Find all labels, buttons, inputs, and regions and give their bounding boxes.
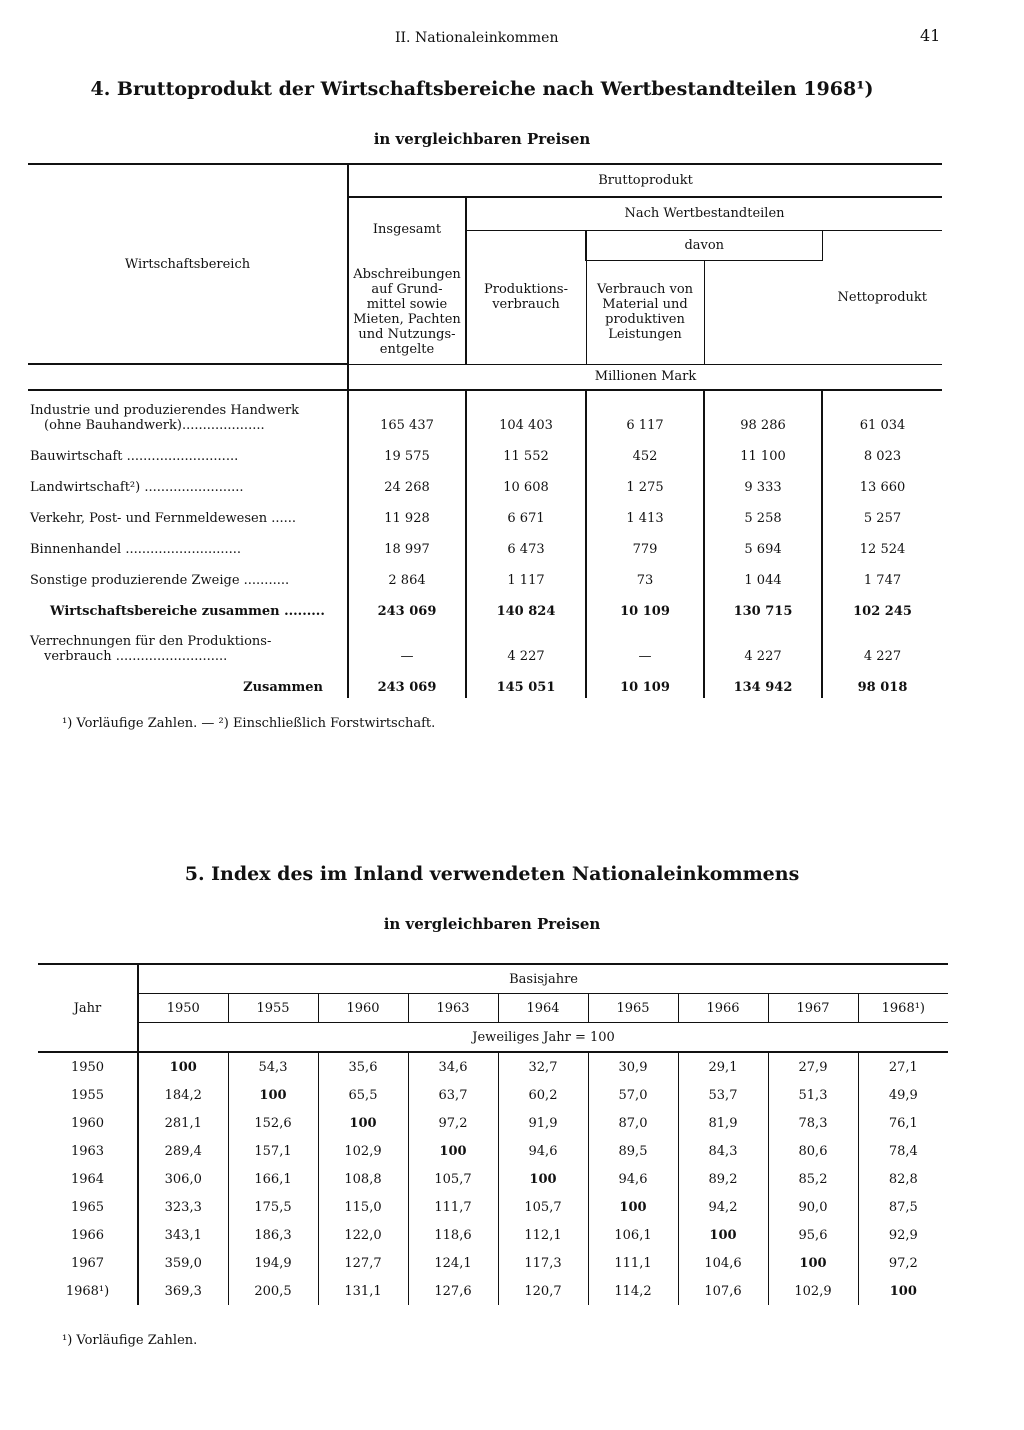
index-cell: 90,0	[768, 1193, 858, 1221]
cell-insgesamt: 19 575	[348, 436, 466, 467]
index-cell: 105,7	[498, 1193, 588, 1221]
cell-abschreibungen: 1 275	[586, 467, 704, 498]
row-label-line: verbrauch ...........................	[44, 649, 228, 664]
col-header-abschreibungen: Abschreibungen auf Grund- mittel sowie Mieten, Pachten und Nutzungs- entgelte	[348, 260, 466, 364]
index-cell: 122,0	[318, 1221, 408, 1249]
index-cell: 289,4	[138, 1137, 228, 1165]
col-header-base-year: 1968¹)	[858, 994, 948, 1023]
cell-nettoprodukt: 12 524	[822, 529, 942, 560]
index-cell: 78,3	[768, 1109, 858, 1137]
index-cell: 94,6	[588, 1165, 678, 1193]
cell-verbrauch: 9 333	[704, 467, 822, 498]
col-header-base-year: 1964	[498, 994, 588, 1023]
cell-abschreibungen: 1 413	[586, 498, 704, 529]
row-label	[28, 390, 348, 436]
index-cell: 114,2	[588, 1277, 678, 1305]
index-cell: 175,5	[228, 1193, 318, 1221]
index-cell: 107,6	[678, 1277, 768, 1305]
index-cell: 118,6	[408, 1221, 498, 1249]
index-cell: 111,1	[588, 1249, 678, 1277]
table-row-subtotal	[28, 591, 942, 622]
row-label: Verkehr, Post- und Fernmeldewesen ......	[30, 511, 297, 526]
index-cell: 100	[228, 1081, 318, 1109]
table-row	[28, 622, 942, 667]
index-cell: 100	[408, 1137, 498, 1165]
cell-abschreibungen: 10 109	[586, 667, 704, 698]
index-cell: 89,2	[678, 1165, 768, 1193]
table-row	[28, 436, 942, 467]
cell-nettoprodukt: 1 747	[822, 560, 942, 591]
running-head: II. Nationaleinkommen	[395, 30, 559, 46]
index-cell: 85,2	[768, 1165, 858, 1193]
cell-produktionsverbrauch: 11 552	[466, 436, 586, 467]
cell-verbrauch: 130 715	[704, 591, 822, 622]
index-cell: 124,1	[408, 1249, 498, 1277]
index-cell: 186,3	[228, 1221, 318, 1249]
index-cell: 29,1	[678, 1052, 768, 1081]
index-cell: 76,1	[858, 1109, 948, 1137]
index-cell: 115,0	[318, 1193, 408, 1221]
cell-abschreibungen: —	[586, 622, 704, 667]
index-cell: 87,5	[858, 1193, 948, 1221]
col-group-wertbestandteile: Nach Wertbestandteilen	[466, 197, 942, 230]
index-cell: 120,7	[498, 1277, 588, 1305]
index-cell: 127,7	[318, 1249, 408, 1277]
table-row	[28, 467, 942, 498]
col-group-basisjahre: Basisjahre	[138, 964, 948, 994]
index-cell: 111,7	[408, 1193, 498, 1221]
col-header-base-year: 1960	[318, 994, 408, 1023]
table-row	[28, 498, 942, 529]
index-cell: 157,1	[228, 1137, 318, 1165]
cell-produktionsverbrauch: 140 824	[466, 591, 586, 622]
col-header-verbrauch: Verbrauch von Material und produktiven Leistungen	[586, 260, 704, 364]
col-header-base-year: 1966	[678, 994, 768, 1023]
cell-abschreibungen: 779	[586, 529, 704, 560]
table4-footnote: ¹) Vorläufige Zahlen. — ²) Einschließlich Forstwirtschaft.	[62, 716, 436, 731]
index-cell: 27,1	[858, 1052, 948, 1081]
table4-subtitle: in vergleichbaren Preisen	[373, 130, 591, 148]
cell-abschreibungen: 452	[586, 436, 704, 467]
index-cell: 84,3	[678, 1137, 768, 1165]
cell-insgesamt: 243 069	[348, 591, 466, 622]
cell-insgesamt: 11 928	[348, 498, 466, 529]
cell-nettoprodukt: 8 023	[822, 436, 942, 467]
cell-nettoprodukt: 13 660	[822, 467, 942, 498]
col-header-nettoprodukt: Nettoprodukt	[837, 289, 928, 305]
index-cell: 92,9	[858, 1221, 948, 1249]
index-cell: 49,9	[858, 1081, 948, 1109]
index-cell: 323,3	[138, 1193, 228, 1221]
index-cell: 359,0	[138, 1249, 228, 1277]
index-cell: 97,2	[408, 1109, 498, 1137]
cell-verbrauch: 1 044	[704, 560, 822, 591]
table-row	[38, 1109, 948, 1137]
index-cell: 343,1	[138, 1221, 228, 1249]
col-group-davon: davon	[586, 230, 822, 260]
col-header-base-year: 1950	[138, 994, 228, 1023]
index-cell: 30,9	[588, 1052, 678, 1081]
index-cell: 94,2	[678, 1193, 768, 1221]
table-row-total	[28, 667, 942, 698]
cell-insgesamt: 243 069	[348, 667, 466, 698]
cell-produktionsverbrauch: 145 051	[466, 667, 586, 698]
index-cell: 60,2	[498, 1081, 588, 1109]
cell-verbrauch: 134 942	[704, 667, 822, 698]
row-year: 1966	[70, 1227, 105, 1243]
col-header-base-year: 1963	[408, 994, 498, 1023]
table4	[28, 163, 942, 698]
unit-row: Jeweiliges Jahr = 100	[138, 1023, 948, 1053]
cell-produktionsverbrauch: 1 117	[466, 560, 586, 591]
row-label: Sonstige produzierende Zweige ...........	[30, 573, 290, 588]
index-cell: 100	[588, 1193, 678, 1221]
index-cell: 117,3	[498, 1249, 588, 1277]
cell-abschreibungen: 73	[586, 560, 704, 591]
table5-subtitle: in vergleichbaren Preisen	[383, 915, 601, 933]
index-cell: 51,3	[768, 1081, 858, 1109]
cell-verbrauch: 4 227	[704, 622, 822, 667]
cell-nettoprodukt: 102 245	[822, 591, 942, 622]
row-year: 1955	[70, 1087, 105, 1103]
cell-nettoprodukt: 5 257	[822, 498, 942, 529]
row-label: Zusammen	[243, 680, 323, 695]
cell-produktionsverbrauch: 10 608	[466, 467, 586, 498]
col-header-insgesamt: Insgesamt	[348, 197, 466, 260]
index-cell: 87,0	[588, 1109, 678, 1137]
index-cell: 184,2	[138, 1081, 228, 1109]
row-label-line: Verrechnungen für den Produktions-	[30, 634, 272, 649]
col-header-sector: Wirtschaftsbereich	[28, 164, 348, 364]
index-cell: 100	[138, 1052, 228, 1081]
table5-footnote: ¹) Vorläufige Zahlen.	[62, 1333, 198, 1348]
row-label: Binnenhandel ............................	[30, 542, 242, 557]
cell-nettoprodukt: 4 227	[822, 622, 942, 667]
cell-produktionsverbrauch: 6 671	[466, 498, 586, 529]
table-row	[38, 1249, 948, 1277]
index-cell: 104,6	[678, 1249, 768, 1277]
index-cell: 112,1	[498, 1221, 588, 1249]
col-header-base-year: 1965	[588, 994, 678, 1023]
index-cell: 100	[768, 1249, 858, 1277]
index-cell: 89,5	[588, 1137, 678, 1165]
table-row	[38, 1193, 948, 1221]
col-group-bruttoprodukt: Bruttoprodukt	[348, 164, 942, 197]
table5	[38, 963, 948, 1305]
row-year: 1967	[70, 1255, 105, 1271]
index-cell: 82,8	[858, 1165, 948, 1193]
cell-insgesamt: 2 864	[348, 560, 466, 591]
page-number: 41	[920, 26, 941, 45]
cell-insgesamt: 24 268	[348, 467, 466, 498]
table-row	[38, 1221, 948, 1249]
index-cell: 200,5	[228, 1277, 318, 1305]
index-cell: 108,8	[318, 1165, 408, 1193]
row-label	[28, 622, 348, 667]
index-cell: 65,5	[318, 1081, 408, 1109]
row-label: Landwirtschaft²) ........................	[30, 480, 244, 495]
table4-title: 4. Bruttoprodukt der Wirtschaftsbereiche nach Wertbestandteilen 1968¹)	[90, 78, 874, 100]
index-cell: 94,6	[498, 1137, 588, 1165]
index-cell: 32,7	[498, 1052, 588, 1081]
table-row	[28, 529, 942, 560]
col-header-year: Jahr	[38, 964, 138, 1052]
cell-insgesamt: 18 997	[348, 529, 466, 560]
index-cell: 281,1	[138, 1109, 228, 1137]
index-cell: 152,6	[228, 1109, 318, 1137]
index-cell: 35,6	[318, 1052, 408, 1081]
index-cell: 127,6	[408, 1277, 498, 1305]
row-year: 1968¹)	[65, 1283, 110, 1299]
cell-verbrauch: 5 694	[704, 529, 822, 560]
index-cell: 100	[498, 1165, 588, 1193]
cell-verbrauch: 5 258	[704, 498, 822, 529]
table-row	[28, 390, 942, 436]
col-header-base-year: 1955	[228, 994, 318, 1023]
table5-title: 5. Index des im Inland verwendeten Nationaleinkommens	[184, 863, 800, 885]
index-cell: 100	[318, 1109, 408, 1137]
table-row	[38, 1137, 948, 1165]
cell-verbrauch: 98 286	[704, 390, 822, 436]
index-cell: 78,4	[858, 1137, 948, 1165]
col-header-produktionsverbrauch: Produktions- verbrauch	[466, 230, 586, 364]
index-cell: 53,7	[678, 1081, 768, 1109]
index-cell: 102,9	[768, 1277, 858, 1305]
table-row	[38, 1165, 948, 1193]
index-cell: 97,2	[858, 1249, 948, 1277]
index-cell: 100	[678, 1221, 768, 1249]
index-cell: 95,6	[768, 1221, 858, 1249]
index-cell: 57,0	[588, 1081, 678, 1109]
index-cell: 34,6	[408, 1052, 498, 1081]
cell-produktionsverbrauch: 4 227	[466, 622, 586, 667]
row-year: 1965	[70, 1199, 105, 1215]
row-label: Wirtschaftsbereiche zusammen .........	[50, 604, 325, 619]
unit-row: Millionen Mark	[348, 364, 942, 390]
index-cell: 27,9	[768, 1052, 858, 1081]
index-cell: 81,9	[678, 1109, 768, 1137]
row-year: 1964	[70, 1171, 105, 1187]
sector-header-spacer	[28, 364, 348, 390]
table-row	[38, 1052, 948, 1081]
index-cell: 102,9	[318, 1137, 408, 1165]
index-cell: 54,3	[228, 1052, 318, 1081]
cell-abschreibungen: 10 109	[586, 591, 704, 622]
index-cell: 91,9	[498, 1109, 588, 1137]
table-row	[38, 1081, 948, 1109]
table5-body	[38, 1052, 948, 1305]
index-cell: 369,3	[138, 1277, 228, 1305]
cell-insgesamt: —	[348, 622, 466, 667]
row-label-line: (ohne Bauhandwerk)....................	[44, 418, 265, 433]
index-cell: 100	[858, 1277, 948, 1305]
index-cell: 166,1	[228, 1165, 318, 1193]
row-year: 1960	[70, 1115, 105, 1131]
index-cell: 63,7	[408, 1081, 498, 1109]
index-cell: 306,0	[138, 1165, 228, 1193]
index-cell: 106,1	[588, 1221, 678, 1249]
cell-abschreibungen: 6 117	[586, 390, 704, 436]
table-row	[28, 560, 942, 591]
cell-nettoprodukt: 61 034	[822, 390, 942, 436]
table-row	[38, 1277, 948, 1305]
row-year: 1963	[70, 1143, 105, 1159]
cell-insgesamt: 165 437	[348, 390, 466, 436]
cell-produktionsverbrauch: 104 403	[466, 390, 586, 436]
cell-produktionsverbrauch: 6 473	[466, 529, 586, 560]
cell-nettoprodukt: 98 018	[822, 667, 942, 698]
row-label: Bauwirtschaft ...........................	[30, 449, 239, 464]
index-cell: 131,1	[318, 1277, 408, 1305]
index-cell: 80,6	[768, 1137, 858, 1165]
index-cell: 194,9	[228, 1249, 318, 1277]
cell-verbrauch: 11 100	[704, 436, 822, 467]
row-label-line: Industrie und produzierendes Handwerk	[30, 403, 300, 418]
row-year: 1950	[70, 1059, 105, 1075]
col-header-base-year: 1967	[768, 994, 858, 1023]
index-cell: 105,7	[408, 1165, 498, 1193]
